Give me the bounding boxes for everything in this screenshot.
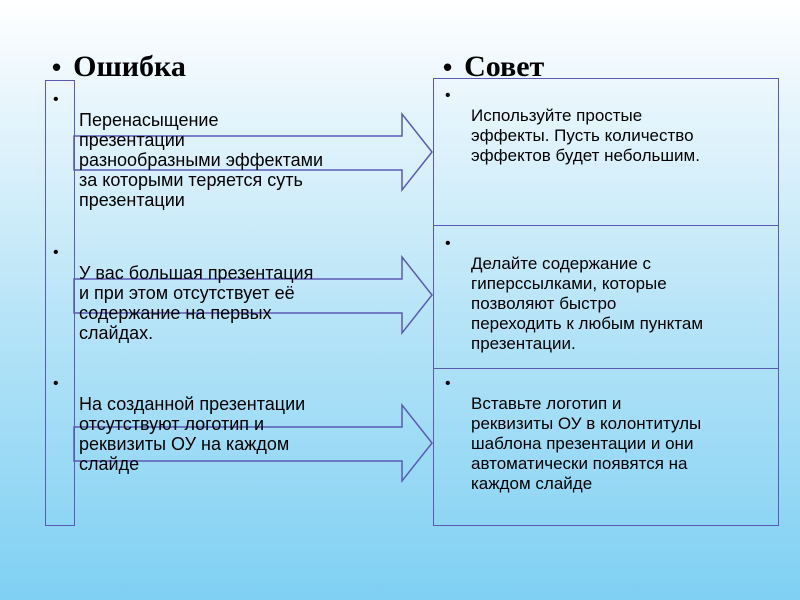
advice-text: Делайте содержание с гиперссылками, которые позволяют быстро переходить к любым пунктам презентации. [471, 254, 704, 353]
bullet-icon: • [445, 87, 451, 104]
bullet-icon: • [53, 91, 59, 108]
advice-item [445, 234, 776, 354]
heading-bullet: • [52, 52, 62, 82]
bullet-icon: • [445, 235, 451, 252]
error-text: У вас большая презентация и при этом отсутствует её содержание на первых слайдах. [79, 263, 314, 343]
advice-text: Используйте простые эффекты. Пусть количество эффектов будет небольшим. [471, 106, 700, 165]
error-item [53, 374, 389, 474]
error-item [53, 243, 389, 343]
error-text: На созданной презентации отсутствуют логотип и реквизиты ОУ на каждом слайде [79, 394, 306, 474]
advice-text: Вставьте логотип и реквизиты ОУ в колонтитулы шаблона презентации и они автоматически появятся на каждом слайде [471, 394, 702, 493]
heading-advice-label: Совет [464, 50, 545, 83]
error-column-frame [45, 80, 75, 526]
heading-error [52, 50, 186, 84]
bullet-icon: • [53, 375, 59, 392]
heading-bullet: • [443, 52, 453, 82]
heading-error-label: Ошибка [73, 50, 186, 83]
error-item [53, 90, 389, 210]
bullet-icon: • [53, 244, 59, 261]
bullet-icon: • [445, 375, 451, 392]
advice-item [445, 86, 776, 166]
error-text: Перенасыщение презентации разнообразными эффектами за которыми теряется суть презентации [79, 110, 324, 210]
advice-item [445, 374, 776, 494]
